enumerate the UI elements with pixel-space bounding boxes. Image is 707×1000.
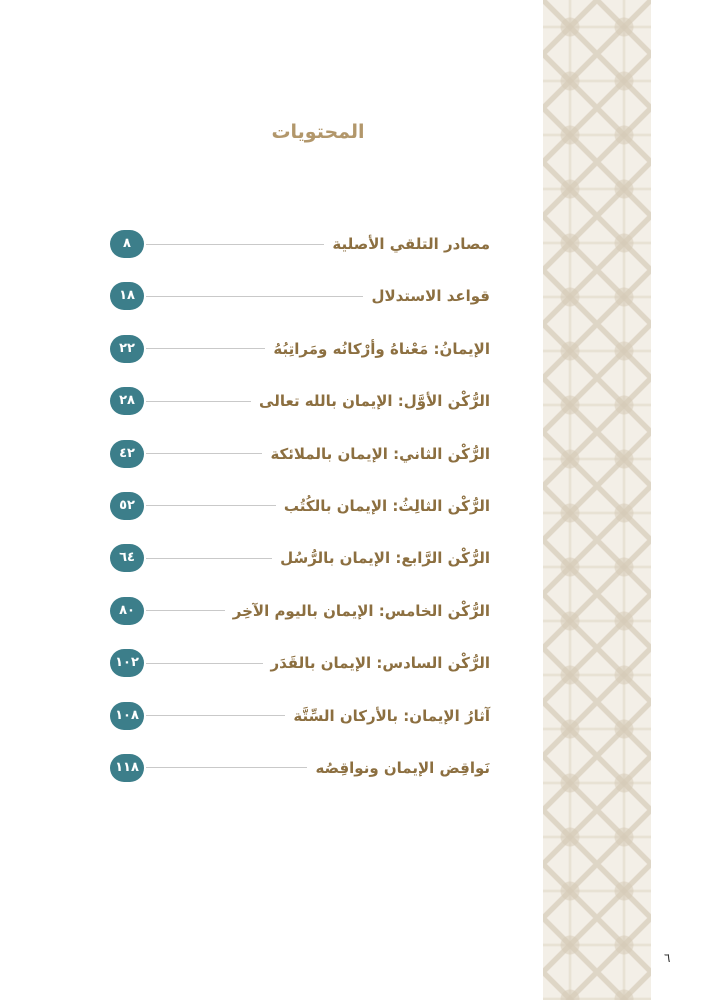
page-number-badge: ٢٢ [110,335,144,363]
leader-line [146,244,324,245]
toc-entry[interactable] [110,491,490,521]
toc-entry-title: الرُّكْن الثاني: الإيمان بالملائكة [270,444,490,463]
leader-line [146,401,251,402]
leader-line [146,663,263,664]
page-number-badge: ٤٢ [110,440,144,468]
leader-line [146,453,262,454]
toc-entry[interactable] [110,229,490,259]
leader-line [146,715,285,716]
page-number-badge: ٨٠ [110,597,144,625]
page-number-badge: ٢٨ [110,387,144,415]
toc-entry-title: الرُّكْن الثالِثُ: الإيمان بالكُتُب [283,496,490,515]
leader-line [146,610,225,611]
page-number-badge: ١٨ [110,282,144,310]
leader-line [146,767,307,768]
toc-entry[interactable] [110,281,490,311]
toc-entry-title: الإيمانُ: مَعْناهُ وأرْكانُه ومَراتِبُهُ [273,339,490,358]
toc-entry-title: آثارُ الإيمان: بالأركان السِّتَّة [293,706,490,725]
leader-line [146,558,272,559]
page-title: المحتويات [271,121,365,143]
page-number-badge: ٦٤ [110,544,144,572]
toc-entry-title: الرُّكْن الرَّابع: الإيمان بالرُّسُل [280,549,490,568]
toc-entry-title: الرُّكْن الأوَّل: الإيمان بالله تعالى [259,392,490,411]
decorative-pattern-strip [543,0,651,1000]
toc-entry[interactable] [110,386,490,416]
toc-entry-title: مصادر التلقي الأصلية [332,235,490,253]
leader-line [146,505,276,506]
page-number: ٦ [664,951,671,965]
page-number-badge: ١٠٢ [110,649,144,677]
page-number-badge: ١١٨ [110,754,144,782]
toc-entry-title: نَواقِض الإيمان ونواقِصُه [315,758,490,777]
toc-entry-title: الرُّكْن السادس: الإيمان بالقَدَر [270,654,490,673]
page-number-badge: ٨ [110,230,144,258]
toc-entry[interactable] [110,439,490,469]
toc-entry-title: قواعد الاستدلال [371,287,490,306]
toc-entry[interactable] [110,334,490,364]
toc-entry[interactable] [110,701,490,731]
table-of-contents [110,229,490,805]
toc-entry[interactable] [110,648,490,678]
page-number-badge: ٥٢ [110,492,144,520]
page-number-badge: ١٠٨ [110,702,144,730]
toc-entry[interactable] [110,596,490,626]
toc-entry[interactable] [110,543,490,573]
leader-line [146,296,363,297]
toc-entry[interactable] [110,753,490,783]
toc-entry-title: الرُّكْن الخامس: الإيمان باليوم الآخِر [232,601,490,620]
leader-line [146,348,265,349]
